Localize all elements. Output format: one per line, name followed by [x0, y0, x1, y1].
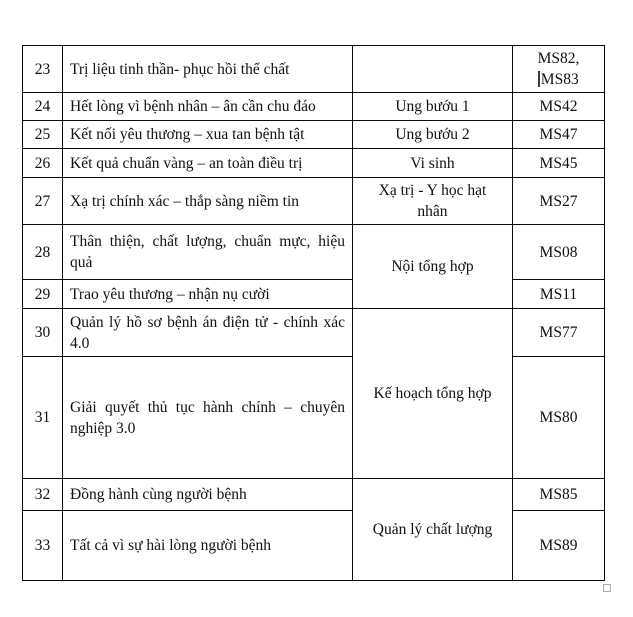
table-row [23, 93, 605, 121]
code-cell[interactable]: MS11 [513, 280, 605, 309]
slogan-cell[interactable]: Trao yêu thương – nhận nụ cười [63, 280, 353, 309]
slogan-cell[interactable]: Hết lòng vì bệnh nhân – ân cần chu đáo [63, 93, 353, 121]
code-cell[interactable]: MS08 [513, 225, 605, 280]
row-number-cell[interactable]: 32 [23, 479, 63, 511]
text-cursor-icon [538, 71, 540, 87]
slogan-cell[interactable]: Giải quyết thủ tục hành chính – chuyên nghiệp 3.0 [63, 357, 353, 479]
row-number-cell[interactable]: 28 [23, 225, 63, 280]
table-resize-handle-icon[interactable] [603, 584, 611, 592]
table-row [23, 511, 605, 581]
code-cell[interactable]: MS47 [513, 121, 605, 149]
slogan-cell[interactable]: Xạ trị chính xác – thắp sàng niềm tin [63, 178, 353, 225]
table-row [23, 357, 605, 479]
department-cell-merged[interactable]: Quản lý chất lượng [353, 479, 513, 581]
slogan-table [22, 45, 605, 581]
row-number-cell[interactable]: 29 [23, 280, 63, 309]
row-number-cell[interactable]: 23 [23, 46, 63, 93]
row-number-cell[interactable]: 27 [23, 178, 63, 225]
code-cell[interactable]: MS27 [513, 178, 605, 225]
table-row [23, 46, 605, 93]
row-number-cell[interactable]: 31 [23, 357, 63, 479]
department-cell[interactable]: Ung bướu 2 [353, 121, 513, 149]
table-row [23, 149, 605, 178]
row-number-cell[interactable]: 30 [23, 309, 63, 357]
slogan-cell[interactable]: Đồng hành cùng người bệnh [63, 479, 353, 511]
department-cell-merged[interactable]: Kế hoạch tổng hợp [353, 309, 513, 479]
code-cell[interactable]: MS45 [513, 149, 605, 178]
table-row [23, 225, 605, 280]
code-cell[interactable]: MS80 [513, 357, 605, 479]
department-cell[interactable]: Ung bướu 1 [353, 93, 513, 121]
slogan-cell[interactable]: Kết quả chuẩn vàng – an toàn điều trị [63, 149, 353, 178]
table-row [23, 121, 605, 149]
department-cell-merged[interactable]: Nội tổng hợp [353, 225, 513, 309]
row-number-cell[interactable]: 25 [23, 121, 63, 149]
code-cell[interactable]: MS85 [513, 479, 605, 511]
slogan-cell[interactable]: Kết nối yêu thương – xua tan bệnh tật [63, 121, 353, 149]
slogan-cell[interactable]: Quản lý hồ sơ bệnh án điện tử - chính xác 4.0 [63, 309, 353, 357]
table-row [23, 479, 605, 511]
code-line-2: MS83 [540, 71, 579, 88]
table-row [23, 178, 605, 225]
code-line-1: MS82, [537, 50, 580, 67]
slogan-cell[interactable]: Thân thiện, chất lượng, chuẩn mực, hiệu quả [63, 225, 353, 280]
table-row [23, 309, 605, 357]
slogan-cell[interactable]: Tất cả vì sự hài lòng người bệnh [63, 511, 353, 581]
department-cell[interactable] [353, 46, 513, 93]
row-number-cell[interactable]: 24 [23, 93, 63, 121]
table-row [23, 280, 605, 309]
slogan-cell[interactable]: Trị liệu tinh thần- phục hồi thể chất [63, 46, 353, 93]
code-cell[interactable]: MS42 [513, 93, 605, 121]
row-number-cell[interactable]: 26 [23, 149, 63, 178]
code-cell[interactable]: MS77 [513, 309, 605, 357]
code-cell[interactable]: MS89 [513, 511, 605, 581]
department-cell[interactable]: Vi sinh [353, 149, 513, 178]
department-cell[interactable]: Xạ trị - Y học hạt nhân [353, 178, 513, 225]
row-number-cell[interactable]: 33 [23, 511, 63, 581]
code-cell[interactable] [513, 46, 605, 93]
